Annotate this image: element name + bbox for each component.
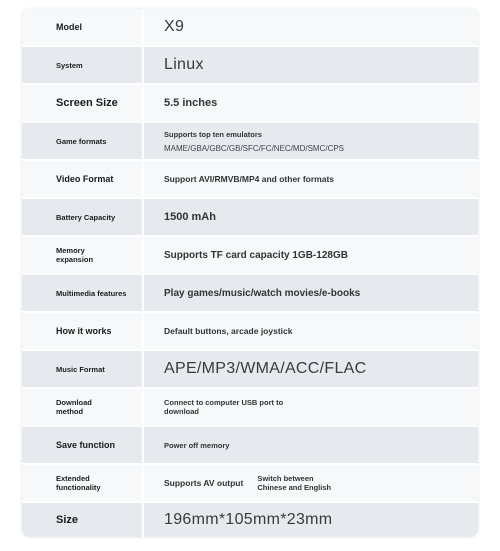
spec-value: Supports TF card capacity 1GB-128GB: [164, 249, 348, 261]
spec-value: Linux: [164, 56, 204, 73]
spec-value: Play games/music/watch movies/e-books: [164, 287, 361, 299]
spec-value: 1500 mAh: [164, 211, 216, 223]
spec-row-music-format: [22, 351, 478, 389]
spec-label: How it works: [56, 326, 112, 336]
spec-label: Model: [56, 22, 82, 32]
spec-label: Memory expansion: [56, 246, 94, 264]
spec-value: 5.5 inches: [164, 97, 218, 109]
spec-row-battery: [22, 199, 478, 237]
spec-label: Multimedia features: [56, 288, 127, 298]
spec-value-secondary: Switch between Chinese and English: [257, 474, 332, 492]
spec-value: Supports top ten emulators: [164, 129, 262, 139]
spec-row-system: [22, 47, 478, 85]
spec-label: Music Format: [56, 364, 105, 374]
spec-row-download: [22, 389, 478, 427]
spec-label: Screen Size: [56, 97, 118, 109]
spec-value: Support AVI/RMVB/MP4 and other formats: [164, 173, 335, 184]
spec-value: Power off memory: [164, 440, 230, 450]
spec-label: Battery Capacity: [56, 212, 116, 222]
spec-row-memory: [22, 237, 478, 275]
spec-value: 196mm*105mm*23mm: [164, 511, 333, 528]
spec-label: Download method: [56, 398, 92, 416]
spec-value: X9: [164, 18, 185, 35]
spec-row-save: [22, 427, 478, 465]
spec-table: [22, 9, 478, 537]
spec-label: Size: [56, 514, 79, 526]
spec-value-group: [144, 465, 478, 501]
spec-row-multimedia: [22, 275, 478, 313]
spec-label: Save function: [56, 440, 116, 450]
spec-value: APE/MP3/WMA/ACC/FLAC: [164, 360, 367, 377]
spec-value: Default buttons, arcade joystick: [164, 325, 293, 336]
spec-row-extended: [22, 465, 478, 503]
spec-value: Supports AV output: [164, 477, 244, 488]
spec-label: Game formats: [56, 136, 107, 146]
spec-row-game-formats: [22, 123, 478, 161]
spec-value: Connect to computer USB port to download: [164, 398, 284, 416]
spec-row-model: [22, 9, 478, 47]
spec-sub-value: MAME/GBA/GBC/GB/SFC/FC/NEC/MD/SMC/CPS: [164, 143, 345, 153]
spec-row-screen-size: [22, 85, 478, 123]
spec-label: System: [56, 60, 83, 70]
spec-row-size: [22, 503, 478, 537]
spec-row-video-format: [22, 161, 478, 199]
spec-label: Extended functionality: [56, 474, 101, 492]
spec-label: Video Format: [56, 174, 114, 184]
spec-value-group: [144, 123, 478, 159]
spec-row-how-it-works: [22, 313, 478, 351]
